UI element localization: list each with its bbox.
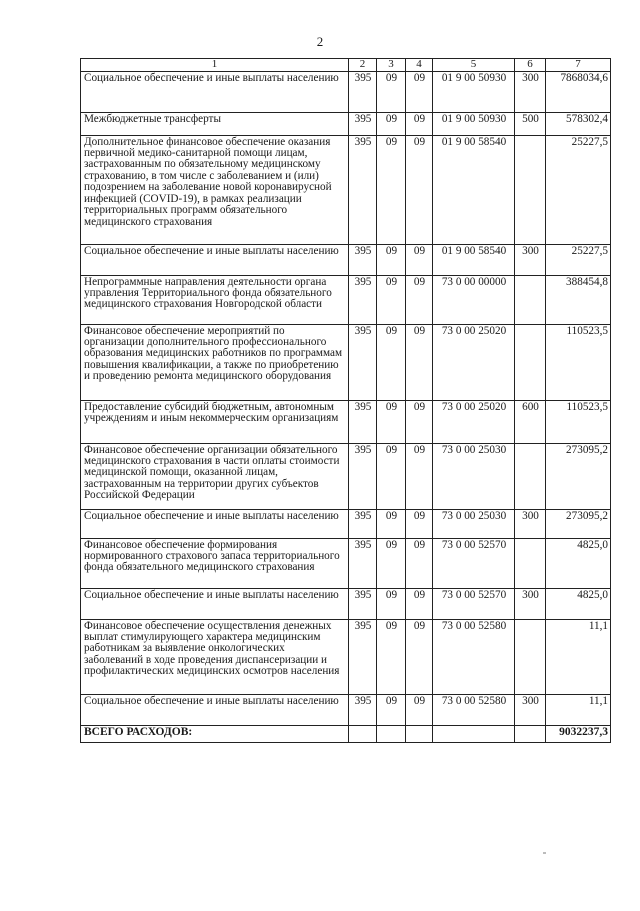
row-amount: 110523,5 [546, 324, 611, 400]
row-code-ministry: 395 [349, 112, 377, 135]
row-name: Дополнительное финансовое обеспечение оказания первичной медико-санитарной помощи лицам, застрахованным по обязательному медицинскому страхованию, в том числе с заболеванием и (или) подозрением на заболевание новой коронавирусной инфекцией (COVID-19), в рамках реализации территориальных программ обязательного медицинского страхования [81, 135, 349, 244]
row-code-ministry: 395 [349, 244, 377, 275]
column-header-3: 3 [377, 59, 406, 72]
row-amount: 11,1 [546, 694, 611, 725]
total-amount: 9032237,3 [546, 725, 611, 742]
row-amount: 578302,4 [546, 112, 611, 135]
row-code-target: 01 9 00 58540 [433, 244, 515, 275]
row-code-ministry: 395 [349, 538, 377, 588]
row-code-subsection: 09 [406, 244, 433, 275]
row-name: Финансовое обеспечение осуществления денежных выплат стимулирующего характера медицинским работникам за выявление онкологических заболеваний в ходе проведения диспансеризации и профилактических медицинских осмотров населения [81, 619, 349, 694]
row-code-section: 09 [377, 400, 406, 443]
row-code-ministry: 395 [349, 135, 377, 244]
table-row [81, 71, 611, 112]
column-header-1: 1 [81, 59, 349, 72]
expenditure-table [80, 58, 611, 743]
column-number-header-row [81, 59, 611, 72]
row-code-section: 09 [377, 112, 406, 135]
row-amount: 11,1 [546, 619, 611, 694]
table-row [81, 588, 611, 619]
row-code-target: 73 0 00 00000 [433, 275, 515, 324]
row-code-expense-type: 600 [515, 400, 546, 443]
page-number: 2 [316, 34, 324, 49]
row-amount: 25227,5 [546, 135, 611, 244]
row-code-expense-type: 500 [515, 112, 546, 135]
row-code-ministry: 395 [349, 400, 377, 443]
row-code-ministry: 395 [349, 324, 377, 400]
row-name: Социальное обеспечение и иные выплаты населению [81, 694, 349, 725]
total-empty-cell [406, 725, 433, 742]
row-name: Предоставление субсидий бюджетным, автономным учреждениям и иным некоммерческим организациям [81, 400, 349, 443]
row-name: Социальное обеспечение и иные выплаты населению [81, 588, 349, 619]
row-code-expense-type: 300 [515, 509, 546, 538]
row-code-expense-type [515, 619, 546, 694]
table-row [81, 694, 611, 725]
row-name: Межбюджетные трансферты [81, 112, 349, 135]
total-empty-cell [349, 725, 377, 742]
row-amount: 4825,0 [546, 588, 611, 619]
row-code-subsection: 09 [406, 71, 433, 112]
row-code-target: 01 9 00 50930 [433, 112, 515, 135]
row-code-section: 09 [377, 135, 406, 244]
row-name: Социальное обеспечение и иные выплаты населению [81, 509, 349, 538]
row-code-expense-type: 300 [515, 694, 546, 725]
row-code-expense-type: 300 [515, 71, 546, 112]
row-code-target: 73 0 00 52580 [433, 694, 515, 725]
row-code-target: 01 9 00 50930 [433, 71, 515, 112]
total-empty-cell [515, 725, 546, 742]
row-amount: 7868034,6 [546, 71, 611, 112]
table-row [81, 244, 611, 275]
row-code-section: 09 [377, 244, 406, 275]
row-name: Социальное обеспечение и иные выплаты населению [81, 244, 349, 275]
row-code-expense-type [515, 538, 546, 588]
row-name: Финансовое обеспечение формирования нормированного страхового запаса территориального фонда обязательного медицинского страхования [81, 538, 349, 588]
total-row [81, 725, 611, 742]
row-code-section: 09 [377, 694, 406, 725]
table-row [81, 275, 611, 324]
table-row [81, 324, 611, 400]
row-code-subsection: 09 [406, 694, 433, 725]
row-code-section: 09 [377, 619, 406, 694]
column-header-7: 7 [546, 59, 611, 72]
row-code-section: 09 [377, 588, 406, 619]
row-code-target: 73 0 00 25030 [433, 509, 515, 538]
row-code-section: 09 [377, 538, 406, 588]
total-empty-cell [377, 725, 406, 742]
row-code-ministry: 395 [349, 443, 377, 509]
scan-artifact-dot [543, 852, 546, 854]
table-row [81, 509, 611, 538]
row-code-target: 73 0 00 52580 [433, 619, 515, 694]
row-code-subsection: 09 [406, 538, 433, 588]
row-code-subsection: 09 [406, 509, 433, 538]
row-code-expense-type: 300 [515, 244, 546, 275]
row-code-subsection: 09 [406, 443, 433, 509]
column-header-5: 5 [433, 59, 515, 72]
row-code-subsection: 09 [406, 324, 433, 400]
row-code-target: 73 0 00 52570 [433, 588, 515, 619]
row-code-expense-type [515, 275, 546, 324]
row-code-expense-type [515, 443, 546, 509]
row-amount: 273095,2 [546, 509, 611, 538]
table-row [81, 112, 611, 135]
row-code-ministry: 395 [349, 588, 377, 619]
row-code-subsection: 09 [406, 400, 433, 443]
row-code-expense-type [515, 324, 546, 400]
total-label: ВСЕГО РАСХОДОВ: [81, 725, 349, 742]
table-row [81, 619, 611, 694]
row-code-expense-type: 300 [515, 588, 546, 619]
column-header-2: 2 [349, 59, 377, 72]
row-code-subsection: 09 [406, 135, 433, 244]
row-amount: 4825,0 [546, 538, 611, 588]
row-code-target: 73 0 00 25020 [433, 324, 515, 400]
row-code-ministry: 395 [349, 509, 377, 538]
row-code-section: 09 [377, 324, 406, 400]
row-name: Финансовое обеспечение организации обязательного медицинского страхования в части оплаты стоимости медицинской помощи, оказанной лицам, застрахованным на территории других субъектов Российской Федерации [81, 443, 349, 509]
column-header-6: 6 [515, 59, 546, 72]
column-header-4: 4 [406, 59, 433, 72]
total-empty-cell [433, 725, 515, 742]
row-name: Социальное обеспечение и иные выплаты населению [81, 71, 349, 112]
row-code-target: 73 0 00 52570 [433, 538, 515, 588]
row-code-section: 09 [377, 509, 406, 538]
row-code-subsection: 09 [406, 619, 433, 694]
row-code-subsection: 09 [406, 112, 433, 135]
row-code-expense-type [515, 135, 546, 244]
row-code-subsection: 09 [406, 275, 433, 324]
row-code-target: 73 0 00 25030 [433, 443, 515, 509]
table-row [81, 443, 611, 509]
table-row [81, 538, 611, 588]
row-name: Финансовое обеспечение мероприятий по организации дополнительного профессионального образования медицинских работников по программам повышения квалификации, а также по приобретению и проведению ремонта медицинского оборудования [81, 324, 349, 400]
row-code-section: 09 [377, 443, 406, 509]
row-code-target: 01 9 00 58540 [433, 135, 515, 244]
row-code-ministry: 395 [349, 619, 377, 694]
row-amount: 388454,8 [546, 275, 611, 324]
row-code-section: 09 [377, 71, 406, 112]
row-code-ministry: 395 [349, 71, 377, 112]
row-code-ministry: 395 [349, 275, 377, 324]
row-code-ministry: 395 [349, 694, 377, 725]
row-code-target: 73 0 00 25020 [433, 400, 515, 443]
row-amount: 25227,5 [546, 244, 611, 275]
row-amount: 273095,2 [546, 443, 611, 509]
row-code-subsection: 09 [406, 588, 433, 619]
row-name: Непрограммные направления деятельности органа управления Территориального фонда обязательного медицинского страхования Новгородской области [81, 275, 349, 324]
row-code-section: 09 [377, 275, 406, 324]
table-row [81, 135, 611, 244]
row-amount: 110523,5 [546, 400, 611, 443]
table-row [81, 400, 611, 443]
